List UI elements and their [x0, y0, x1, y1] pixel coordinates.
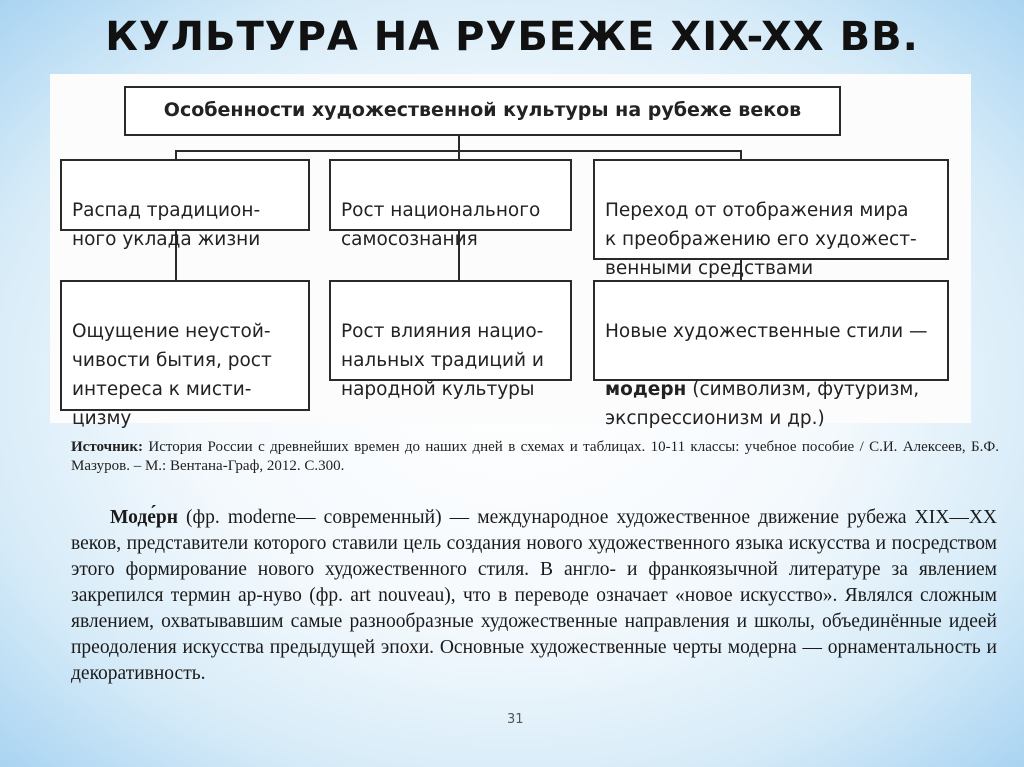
diagram-text: Распад традицион- ного уклада жизни	[72, 200, 261, 250]
definition-text: (фр. moderne— современный) — международное художественное движение рубежа XIX—XX веков, представители которого ставили цель создания нового художественного языка искусства и посредством этого формирование нового художественного стиля. В англо- и франкоязычной литературе за явлением закрепился термин ар-нуво (фр. art nouveau), что в переводе означает «новое искусство». Являлся сложным явлением, охватывавшим самые разнообразные художественные направления и школы, объединённые идеей преодоления искусства предыдущей эпохи. Основные художественные черты модерна — орнаментальность и декоративность.	[71, 507, 997, 684]
diagram-box-new-styles	[593, 280, 949, 429]
source-label: Источник:	[71, 439, 143, 455]
diagram-box-instability-mysticism	[60, 280, 310, 429]
diagram-text: Рост влияния нацио- нальных традиций и народной культуры	[341, 321, 544, 400]
diagram-text: Ощущение неустой- чивости бытия, рост интереса к мисти- цизму	[72, 321, 272, 429]
slide-title: КУЛЬТУРА НА РУБЕЖЕ XIX-XX ВВ.	[105, 14, 919, 60]
source-citation	[71, 438, 999, 476]
diagram-scan	[50, 74, 971, 429]
diagram-box-folk-traditions	[329, 280, 572, 400]
diagram-box-national-consciousness	[329, 159, 572, 250]
diagram-box-artistic-transformation	[593, 159, 949, 279]
source-text: История России с древнейших времен до наших дней в схемах и таблицах. 10-11 классы: учебное пособие / С.И. Алексеев, Б.Ф. Мазуров. – М.: Вентана-Граф, 2012. С.300.	[71, 439, 999, 474]
diagram-header-text: Особенности художественной культуры на рубеже веков	[163, 99, 802, 121]
diagram-box-traditional-decline	[60, 159, 310, 250]
diagram-text: Новые художественные стили —	[605, 321, 928, 342]
diagram-text: Переход от отображения мира к преображению его художест- венными средствами	[605, 200, 917, 279]
definition-term: Моде́рн	[110, 507, 178, 528]
diagram-text: Рост национального самосознания	[341, 200, 541, 250]
definition-paragraph	[71, 505, 997, 687]
diagram-text: (символизм, футуризм, экспрессионизм и др.)	[605, 379, 920, 429]
diagram-header-box	[124, 86, 841, 136]
diagram-term-modern: модерн	[605, 379, 687, 400]
page-number: 31	[507, 712, 524, 727]
